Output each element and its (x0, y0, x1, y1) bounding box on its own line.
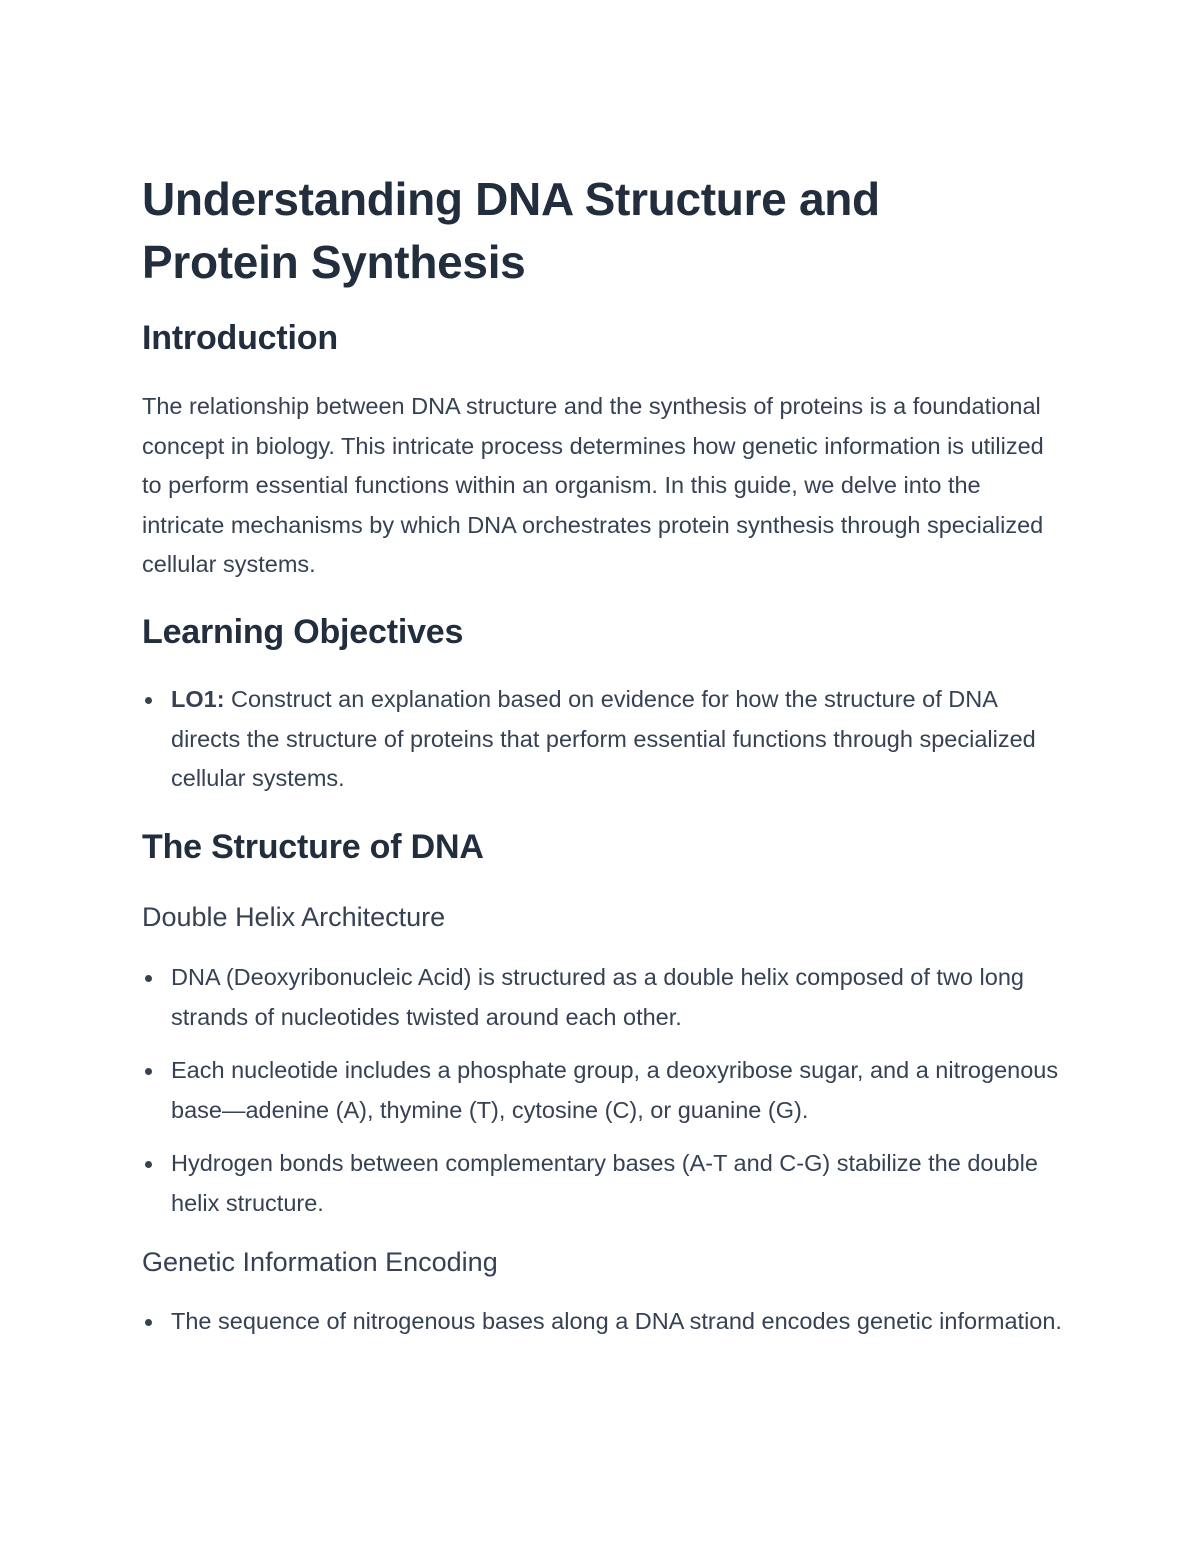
objective-label: LO1: (171, 686, 225, 712)
list-item-text: Each nucleotide includes a phosphate group, a deoxyribose sugar, and a nitrogenous base—adenine (A), thymine (T), cytosine (C), or guanine (G). (171, 1057, 1059, 1123)
list-item (142, 1144, 1067, 1223)
list-item-text: Hydrogen bonds between complementary bases (A-T and C-G) stabilize the double helix structure. (171, 1150, 1038, 1216)
objective-text: Construct an explanation based on evidence for how the structure of DNA directs the structure of proteins that perform essential functions through specialized cellular systems. (171, 686, 1036, 791)
bullet-icon (145, 697, 152, 704)
list-item-text: The sequence of nitrogenous bases along a DNA strand encodes genetic information. (171, 1308, 1062, 1334)
genetic-encoding-list (142, 1302, 1067, 1356)
learning-objectives-list (142, 680, 1067, 813)
list-item-text: DNA (Deoxyribonucleic Acid) is structured as a double helix composed of two long strands of nucleotides twisted around each other. (171, 964, 1024, 1030)
list-item (142, 680, 1067, 799)
double-helix-heading: Double Helix Architecture (142, 902, 446, 932)
bullet-icon (145, 1068, 152, 1075)
list-item (142, 1051, 1067, 1130)
introduction-heading: Introduction (142, 319, 338, 357)
genetic-encoding-heading: Genetic Information Encoding (142, 1247, 498, 1277)
learning-objectives-heading: Learning Objectives (142, 613, 464, 651)
list-item (142, 958, 1067, 1037)
introduction-paragraph: The relationship between DNA structure and the synthesis of proteins is a foundational concept in biology. This intricate process determines how genetic information is utilized to perform essential functions within an organism. In this guide, we delve into the intricate mechanisms by which DNA orchestrates protein synthesis through specialized cellular systems. (142, 393, 1044, 577)
list-item (142, 1302, 1067, 1342)
double-helix-list (142, 958, 1067, 1237)
structure-of-dna-heading: The Structure of DNA (142, 828, 484, 866)
bullet-icon (145, 975, 152, 982)
bullet-icon (145, 1319, 152, 1326)
page-title: Understanding DNA Structure and Protein Synthesis (142, 173, 880, 288)
bullet-icon (145, 1161, 152, 1168)
